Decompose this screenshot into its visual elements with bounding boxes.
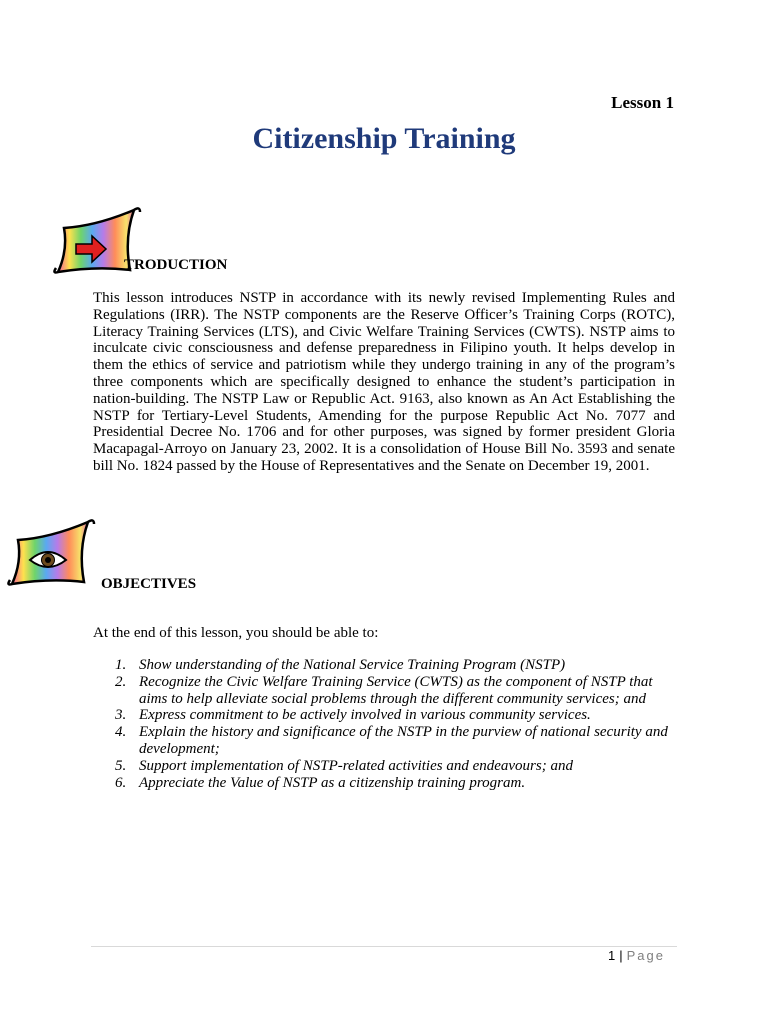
page-footer <box>608 948 665 963</box>
list-number: 5. <box>115 757 127 774</box>
list-item <box>93 674 675 708</box>
page-label: Page <box>626 948 665 963</box>
objectives-list <box>93 657 675 791</box>
list-text: Express commitment to be actively involved in various community services. <box>139 707 591 724</box>
lesson-label: Lesson 1 <box>611 93 674 112</box>
page-title: Citizenship Training <box>252 122 516 155</box>
list-text: Show understanding of the National Service Training Program (NSTP) <box>139 657 566 673</box>
objectives-heading: OBJECTIVES <box>101 576 197 592</box>
list-number: 3. <box>115 707 127 724</box>
list-text: Support implementation of NSTP-related activities and endeavours; and <box>139 757 573 774</box>
list-text: Appreciate the Value of NSTP as a citizenship training program. <box>139 774 526 791</box>
list-text: Recognize the Civic Welfare Training Service (CWTS) as the component of NSTP that aims to help alleviate social problems through the different community services; and <box>139 673 653 707</box>
objectives-lead: At the end of this lesson, you should be able to: <box>93 625 379 641</box>
list-item <box>93 724 675 758</box>
introduction-paragraph: This lesson introduces NSTP in accordance with its newly revised Implementing Rules and Regulations (IRR). The NSTP components are the Reserve Officer’s Training Corps (ROTC), Literacy Training Services (LTS), and Civic Welfare Training Services (CWTS). NSTP aims to inculcate civic consciousness and defense preparedness in Filipino youth. It helps develop in them the ethics of service and patriotism while they undergo training in any of the program’s three components which are specifically designed to enhance the student’s participation in nation-building. The NSTP Law or Republic Act. 9163, also known as An Act Establishing the NSTP for Tertiary-Level Students, Amending for the purpose Republic Act No. 7077 and Presidential Decree No. 1706 and for other purposes, was signed by former president Gloria Macapagal-Arroyo on January 23, 2002. It is a consolidation of House Bill No. 3593 and senate bill No. 1824 passed by the House of Representatives and the Senate on December 19, 2001. <box>93 290 675 474</box>
list-item <box>93 775 675 792</box>
list-number: 1. <box>115 657 127 673</box>
list-number: 4. <box>115 724 127 741</box>
page-number: 1 <box>608 948 616 963</box>
introduction-heading: TRODUCTION <box>124 257 228 273</box>
list-item <box>93 657 675 674</box>
list-number: 6. <box>115 774 127 791</box>
footer-separator: | <box>619 948 623 963</box>
list-item <box>93 758 675 775</box>
footer-divider <box>91 946 677 947</box>
list-number: 2. <box>115 673 127 690</box>
list-text: Explain the history and significance of the NSTP in the purview of national security and development; <box>139 724 668 757</box>
list-item <box>93 707 675 724</box>
eye-scroll-icon <box>6 516 98 590</box>
